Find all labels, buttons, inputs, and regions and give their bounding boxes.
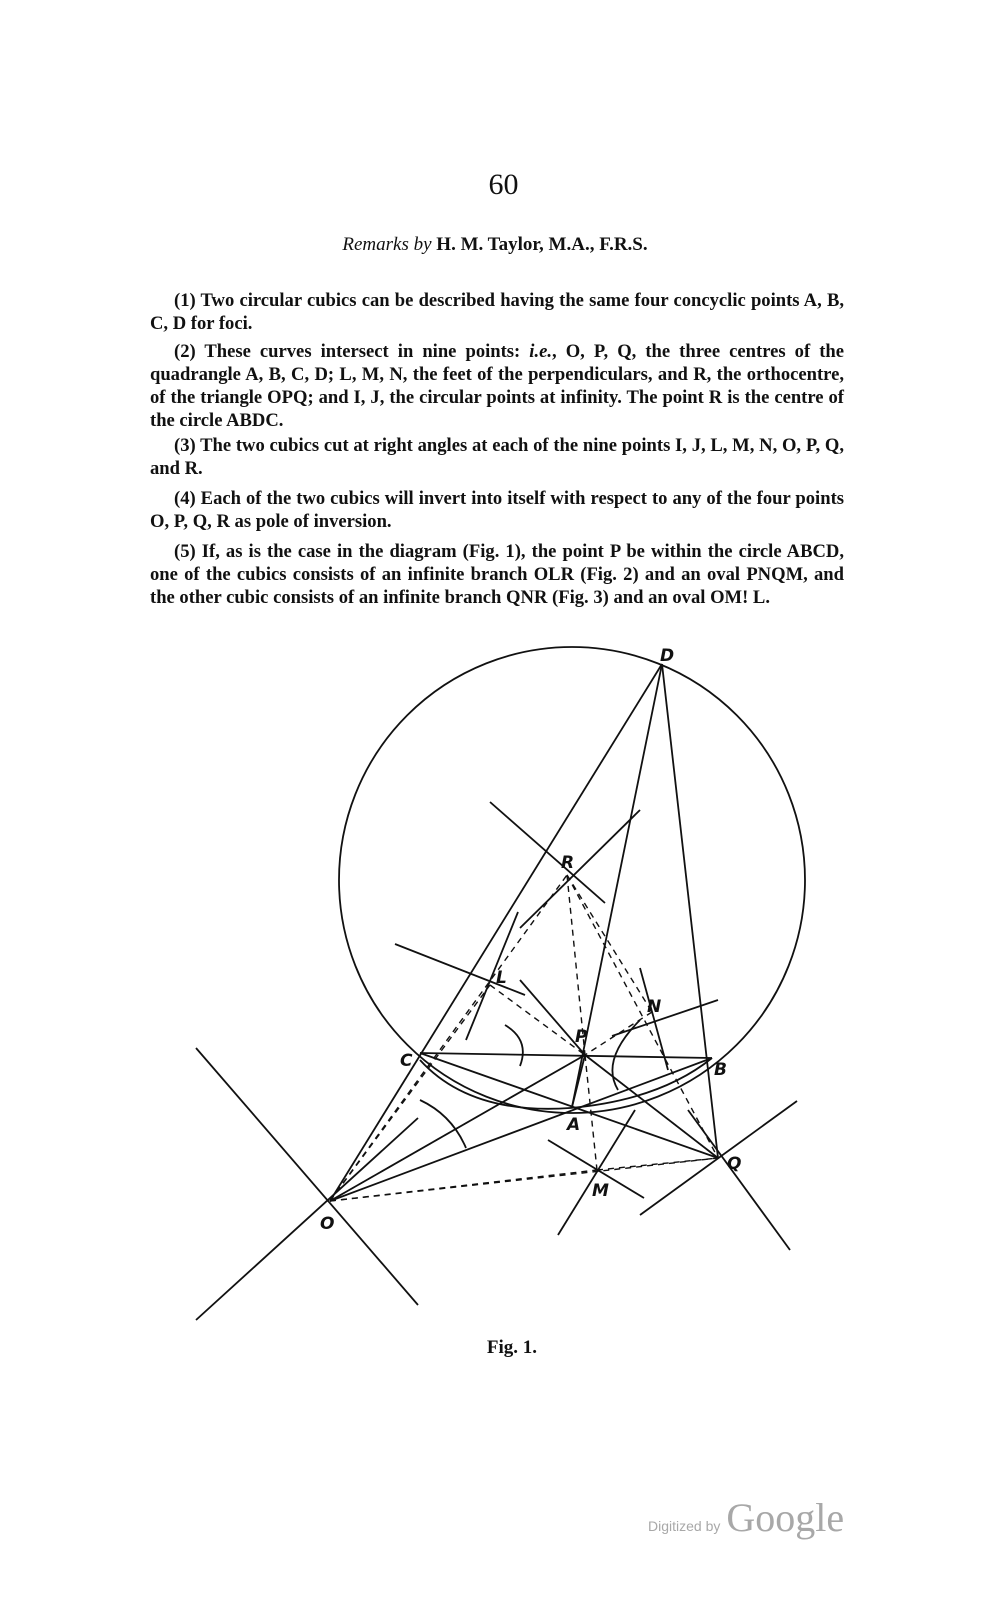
paragraph-2-start: (2) These curves intersect in nine points: [174,340,530,362]
label-a: A [567,1115,581,1135]
figure-labels [320,646,741,1234]
paragraph-1: (1) Two circular cubics can be described having the same four concyclic points A, B, C, D for foci. [150,289,844,334]
label-r: R [561,853,575,873]
line-c-q [420,1053,718,1158]
label-q: Q [727,1154,742,1174]
line-l-perp-2 [466,912,518,1040]
arc-2 [505,1025,523,1066]
label-p: P [575,1027,588,1047]
dash-l-p [490,985,585,1055]
line-r-perp [490,802,605,903]
paragraph-2-rest: , O, P, Q, the three centres of the quadrangle A, B, C, D; L, M, N, the feet of the perpendiculars, and R, the orthocentre, of the triangle OPQ; and I, J, the circular points at infinity. The point R is the centre of the circle ABDC. [150,340,844,431]
label-o: O [320,1214,335,1234]
paragraph-2 [150,340,844,432]
circle-abcd [339,647,805,1113]
paragraph-2-ie: i.e. [529,340,552,362]
arc-1 [420,1100,466,1148]
line-p-a [572,1055,585,1107]
label-d: D [660,646,675,666]
label-c: C [400,1051,413,1071]
line-o-far [196,1048,418,1305]
paragraph-3: (3) The two cubics cut at right angles at each of the nine points I, J, L, M, N, O, P, Q, and R. [150,434,844,479]
watermark-prefix: Digitized by [648,1518,721,1534]
label-b: B [714,1060,727,1080]
label-n: N [647,997,662,1017]
remarks-heading [0,234,990,256]
dash-m-q [597,1158,718,1170]
geometry-figure [0,600,1007,1330]
paragraph-4: (4) Each of the two cubics will invert into itself with respect to any of the four points O, P, Q, R as pole of inversion. [150,487,844,532]
figure-caption: Fig. 1. [486,1337,538,1358]
line-o-far-2 [196,1118,418,1320]
line-r-perp-2 [520,810,640,928]
digitized-watermark [648,1494,844,1544]
dash-r-n [567,875,652,1012]
remarks-author: H. M. Taylor, M.A., F.R.S. [436,234,648,255]
line-c-b [420,1053,712,1058]
label-l: L [496,968,507,988]
page-number: 60 [488,168,519,201]
line-q-far [640,1101,797,1215]
google-logo: Google [726,1495,845,1540]
remarks-prefix: Remarks by [342,234,432,255]
paragraph-5: (5) If, as is the case in the diagram (Fig. 1), the point P be within the circle ABCD, one of the cubics consists of an infinite branch OLR (Fig. 2) and an oval PNQM, and the other cubic consists of an infinite branch QNR (Fig. 3) and an oval OM! L. [150,540,844,608]
label-m: M [592,1181,609,1201]
